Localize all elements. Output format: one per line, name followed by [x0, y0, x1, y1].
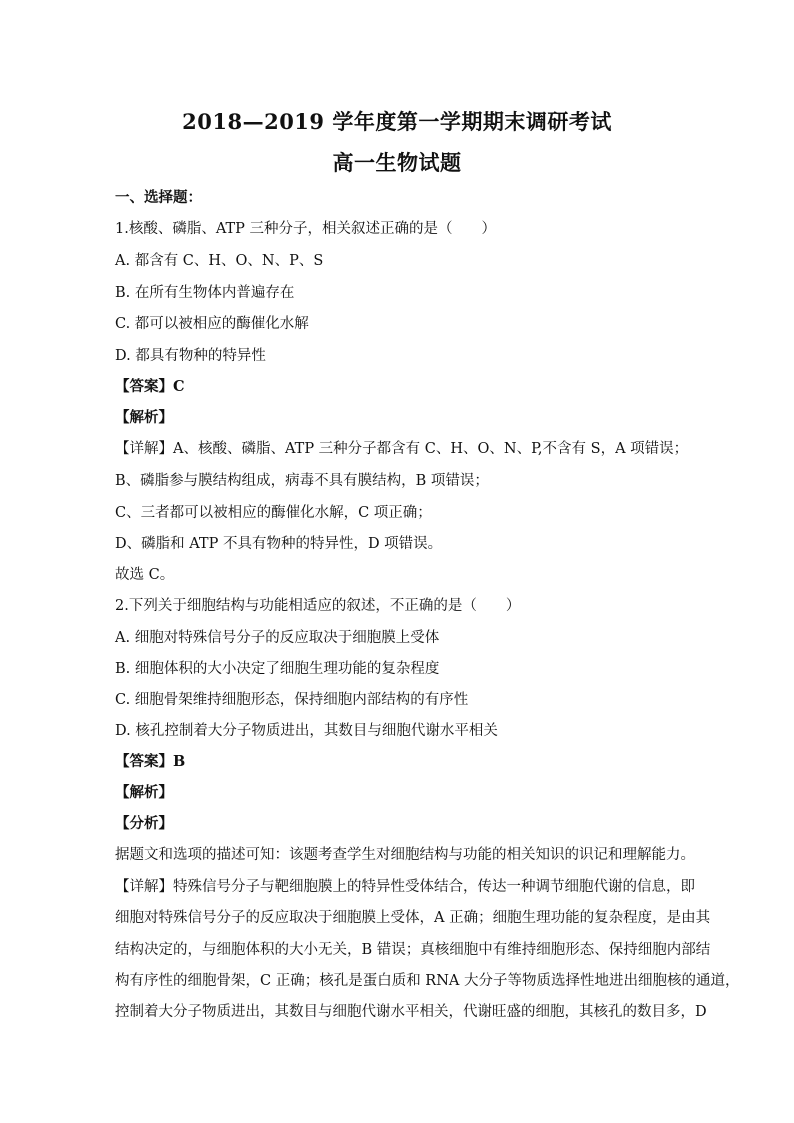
- section-heading: 一、选择题：: [115, 189, 202, 206]
- q2-detail-line: 细胞对特殊信号分子的反应取决于细胞膜上受体，A 正确；细胞生理功能的复杂程度，是由其: [115, 910, 711, 926]
- q2-option-d: D. 核孔控制着大分子物质进出，其数目与细胞代谢水平相关: [115, 723, 498, 739]
- q2-option-a: A. 细胞对特殊信号分子的反应取决于细胞膜上受体: [115, 630, 440, 646]
- q1-conclusion: 故选 C。: [115, 567, 175, 583]
- q1-option-b: B. 在所有生物体内普遍存在: [115, 285, 295, 301]
- exam-subtitle: 高一生物试题: [332, 150, 462, 175]
- q2-detail-line: 结构决定的，与细胞体积的大小无关，B 错误；真核细胞中有维持细胞形态、保持细胞内部结: [115, 942, 711, 958]
- answer-value: C: [173, 378, 185, 395]
- answer-label: 【答案】: [115, 378, 173, 395]
- q2-fenxi-text: 据题文和选项的描述可知：该题考查学生对细胞结构与功能的相关知识的识记和理解能力。: [115, 847, 695, 863]
- q2-detail-line: 控制着大分子物质进出，其数目与细胞代谢水平相关，代谢旺盛的细胞，其核孔的数目多，D: [115, 1004, 707, 1020]
- q1-detail-line: C、三者都可以被相应的酶催化水解，C 项正确；: [115, 505, 432, 521]
- q2-answer: [115, 750, 185, 771]
- q1-stem: 1.核酸、磷脂、ATP 三种分子，相关叙述正确的是（ ）: [115, 221, 497, 237]
- answer-label: 【答案】: [115, 753, 173, 770]
- q1-answer: [115, 375, 185, 396]
- q2-fenxi-label: 【分析】: [115, 815, 173, 832]
- q1-option-d: D. 都具有物种的特异性: [115, 348, 266, 364]
- q1-detail-line: 【详解】A、核酸、磷脂、ATP 三种分子都含有 C、H、O、N、P,不含有 S，A 项错误；: [115, 441, 689, 457]
- q2-detail-line: 构有序性的细胞骨架，C 正确；核孔是蛋白质和 RNA 大分子等物质选择性地进出细胞核的通道，: [115, 973, 740, 989]
- q1-analysis-label: 【解析】: [115, 409, 173, 426]
- q1-detail-line: D、磷脂和 ATP 不具有物种的特异性，D 项错误。: [115, 536, 443, 552]
- exam-title: 2018—2019 学年度第一学期期末调研考试: [182, 109, 612, 134]
- q2-analysis-label: 【解析】: [115, 784, 173, 801]
- q1-detail-line: B、磷脂参与膜结构组成，病毒不具有膜结构，B 项错误；: [115, 473, 489, 489]
- q2-stem: 2.下列关于细胞结构与功能相适应的叙述，不正确的是（ ）: [115, 598, 521, 614]
- q1-option-c: C. 都可以被相应的酶催化水解: [115, 316, 309, 332]
- q1-option-a: A. 都含有 C、H、O、N、P、S: [115, 253, 324, 269]
- answer-value: B: [173, 753, 186, 770]
- q2-detail-line: 【详解】特殊信号分子与靶细胞膜上的特异性受体结合，传达一种调节细胞代谢的信息，即: [115, 879, 695, 895]
- q2-option-b: B. 细胞体积的大小决定了细胞生理功能的复杂程度: [115, 661, 440, 677]
- q2-option-c: C. 细胞骨架维持细胞形态，保持细胞内部结构的有序性: [115, 692, 469, 708]
